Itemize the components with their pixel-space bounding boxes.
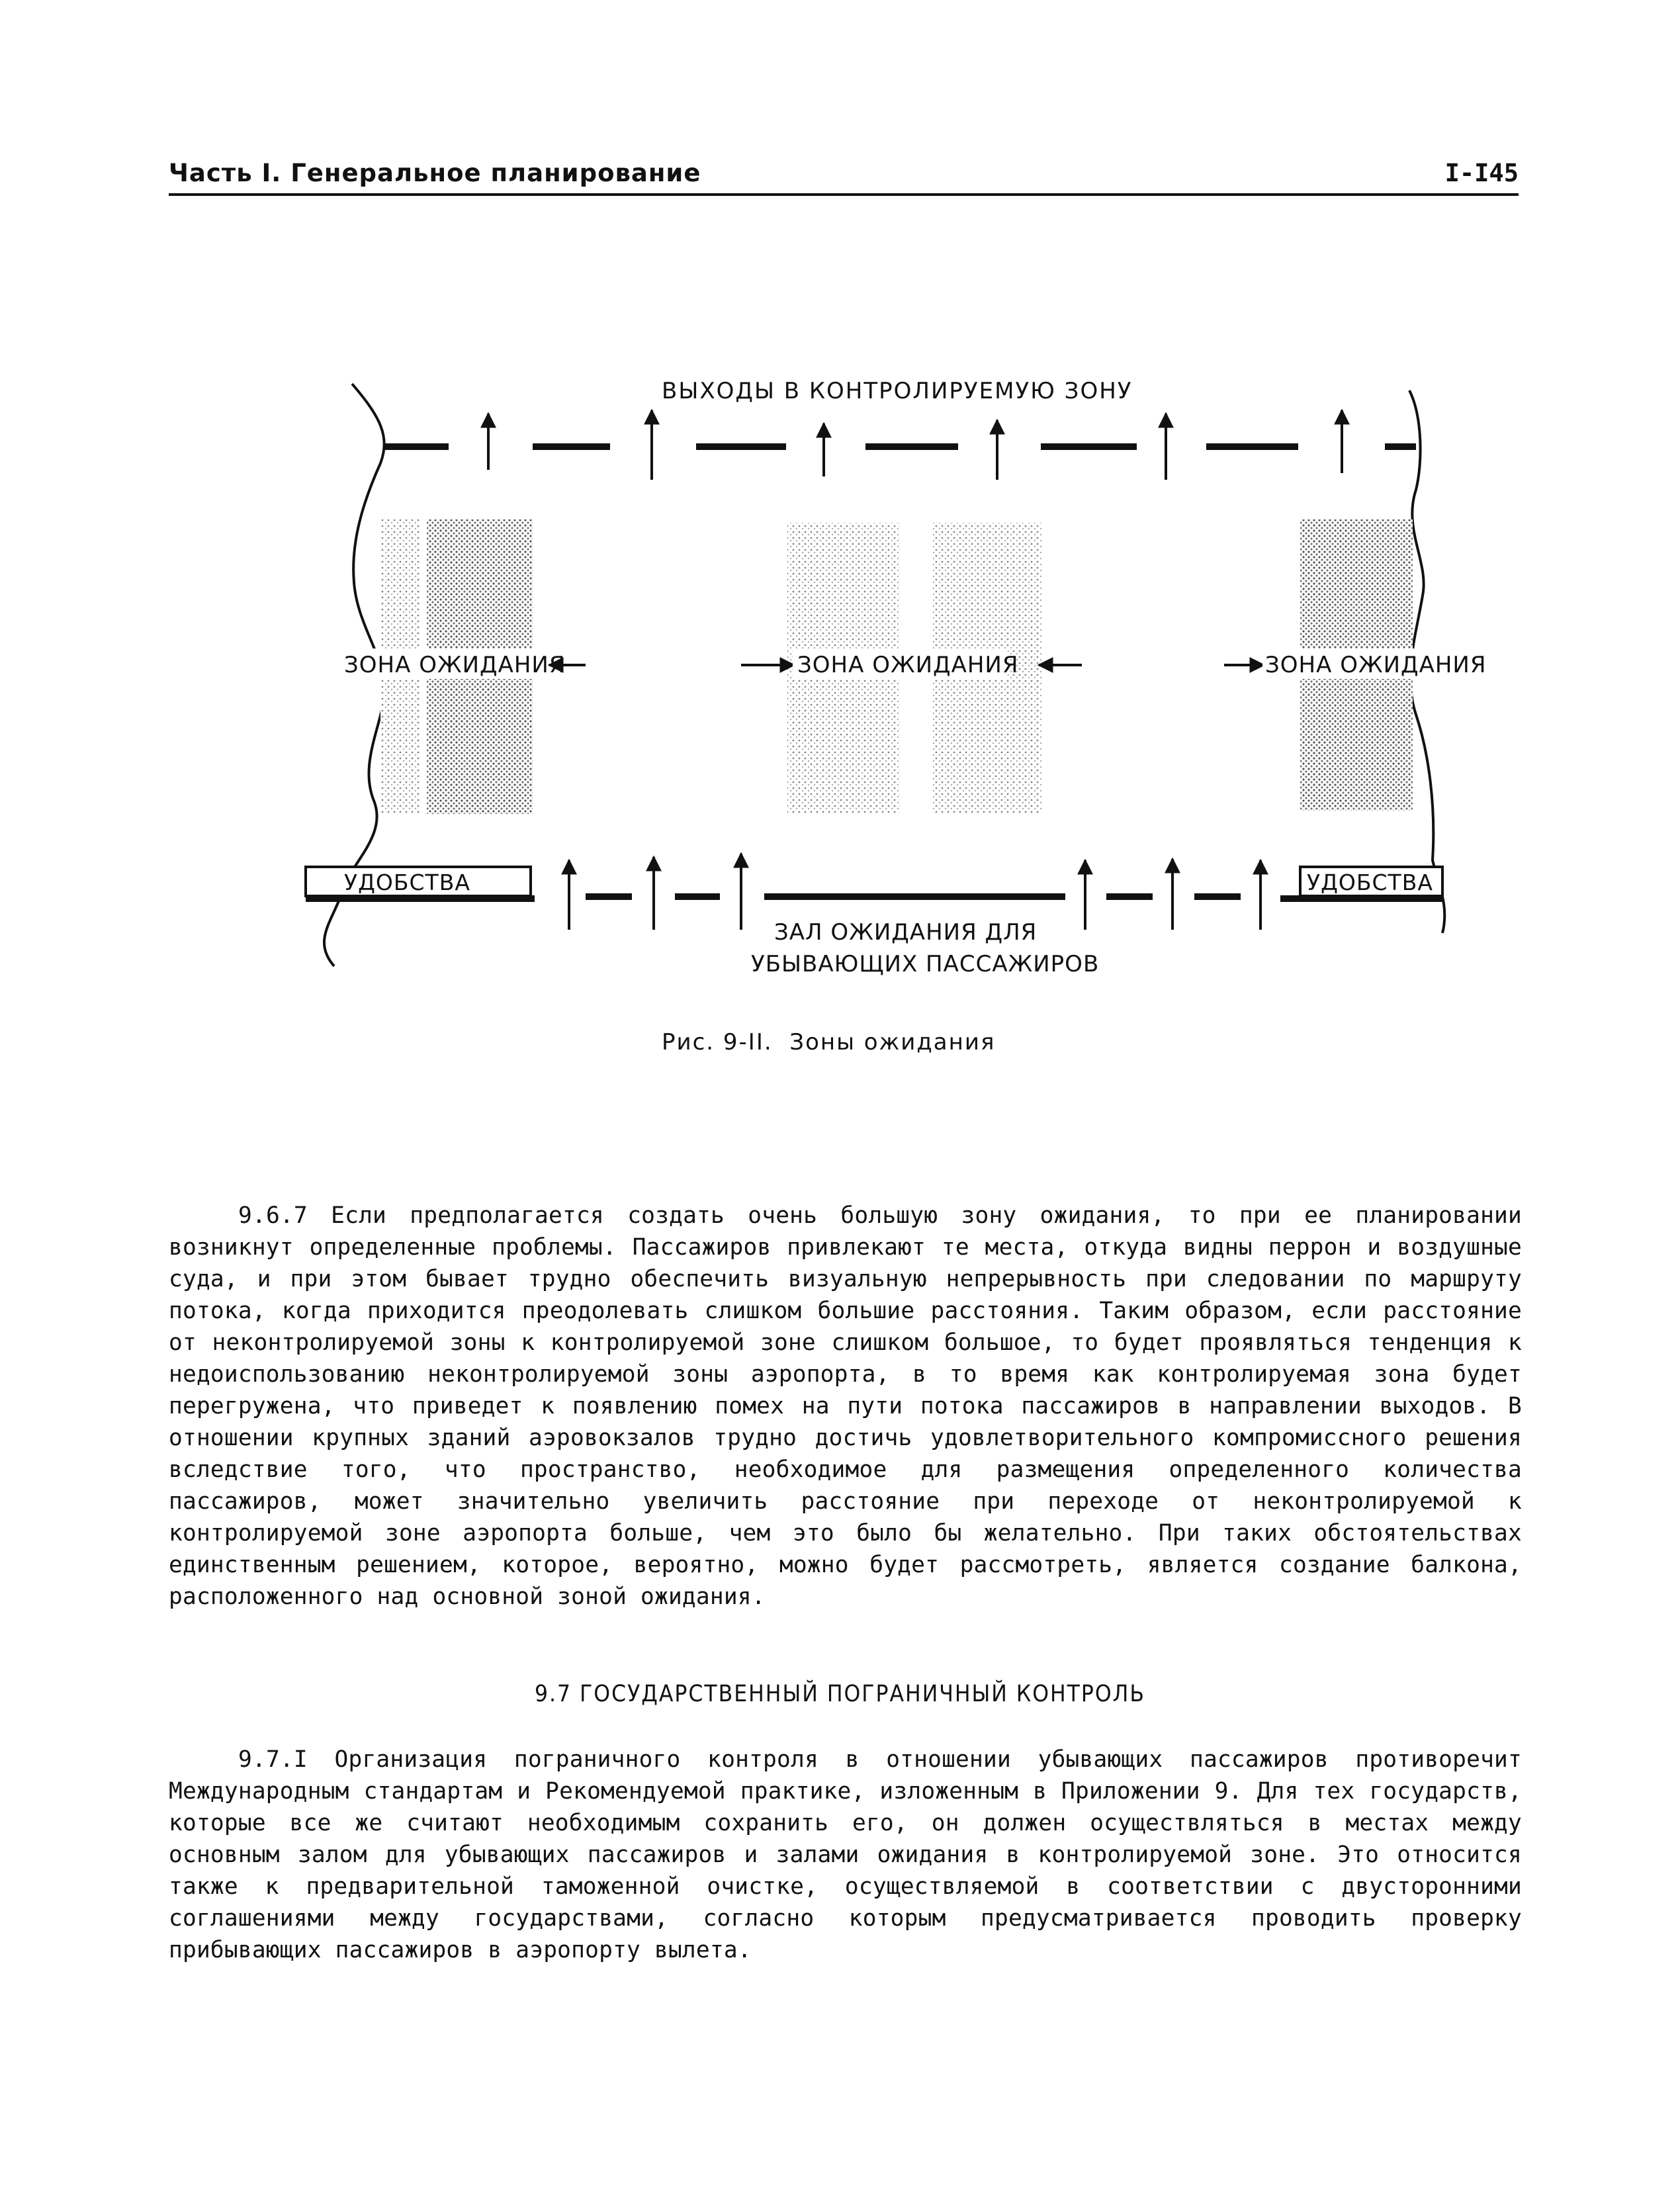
figure-caption: Рис. 9-II. Зоны ожидания — [662, 1029, 996, 1055]
zone-label-center: ЗОНА ОЖИДАНИЯ — [797, 652, 1019, 678]
paragraph-9-6-7-text: 9.6.7 Если предполагается создать очень большую зону ожидания, то при ее планировании возникнут определенные проблемы. Пассажиров привлекают те места, откуда видны перрон и воздушные суда, и при этом бывает трудно обеспечить визуальную непрерывность при следовании по маршруту потока, когда приходится преодолевать слишком большие расстояния. Таким образом, если расстояние от неконтролируемой зоны к контролируемой зоне слишком большое, то будет проявляться тенденция к недоиспользованию неконтролируемой зоны аэропорта, в то время как контролируемая зона будет перегружена, что приведет к появлению помех на пути потока пассажиров в направлении выходов. В отношении крупных зданий аэровокзалов трудно достичь удовлетворительного компромиссного решения вследствие того, что пространство, необходимое для размещения определенного количества пассажиров, может значительно увеличить расстояние при переходе от неконтролируемой к контролируемой зоне аэропорта больше, чем это было бы желательно. При таких обстоятельствах единственным решением, которое, вероятно, можно будет рассмотреть, является создание балкона, расположенного над основной зоной ожидания. — [169, 1202, 1522, 1610]
page-number: I-I45 — [1444, 159, 1519, 187]
exits-label: ВЫХОДЫ В КОНТРОЛИРУЕМУЮ ЗОНУ — [662, 378, 1133, 404]
amenities-label-left: УДОБСТВА — [344, 870, 470, 895]
bottom-wall — [306, 897, 1442, 899]
paragraph-9-7-1 — [169, 1744, 1522, 1966]
amenities-label-right: УДОБСТВА — [1307, 870, 1433, 895]
entry-arrows — [569, 854, 1260, 930]
hall-label-line1: ЗАЛ ОЖИДАНИЯ ДЛЯ — [774, 919, 1038, 946]
section-title-9-7: 9.7 ГОСУДАРСТВЕННЫЙ ПОГРАНИЧНЫЙ КОНТРОЛЬ — [535, 1681, 1145, 1707]
header-section-title: Часть I. Генеральное планирование — [169, 159, 701, 187]
paragraph-9-6-7 — [169, 1200, 1522, 1613]
zone-label-left: ЗОНА ОЖИДАНИЯ — [344, 652, 566, 678]
waiting-zones-figure — [0, 0, 1680, 993]
paragraph-9-7-1-text: 9.7.I Организация пограничного контроля в отношении убывающих пассажиров противоречит Международным стандартам и Рекомендуемой практике, изложенным в Приложении 9. Для тех государств, которые все же считают необходимым сохранить его, он должен осуществляться в местах между основным залом для убывающих пассажиров и залами ожидания в контролируемой зоне. Это относится также к предварительной таможенной очистке, осуществляемой в соответствии с двусторонними соглашениями между государствами, согласно которым предусматривается проводить проверку прибывающих пассажиров в аэропорту вылета. — [169, 1746, 1522, 1963]
zone-label-right: ЗОНА ОЖИДАНИЯ — [1265, 652, 1487, 678]
hall-label-line2: УБЫВАЮЩИХ ПАССАЖИРОВ — [751, 951, 1100, 977]
